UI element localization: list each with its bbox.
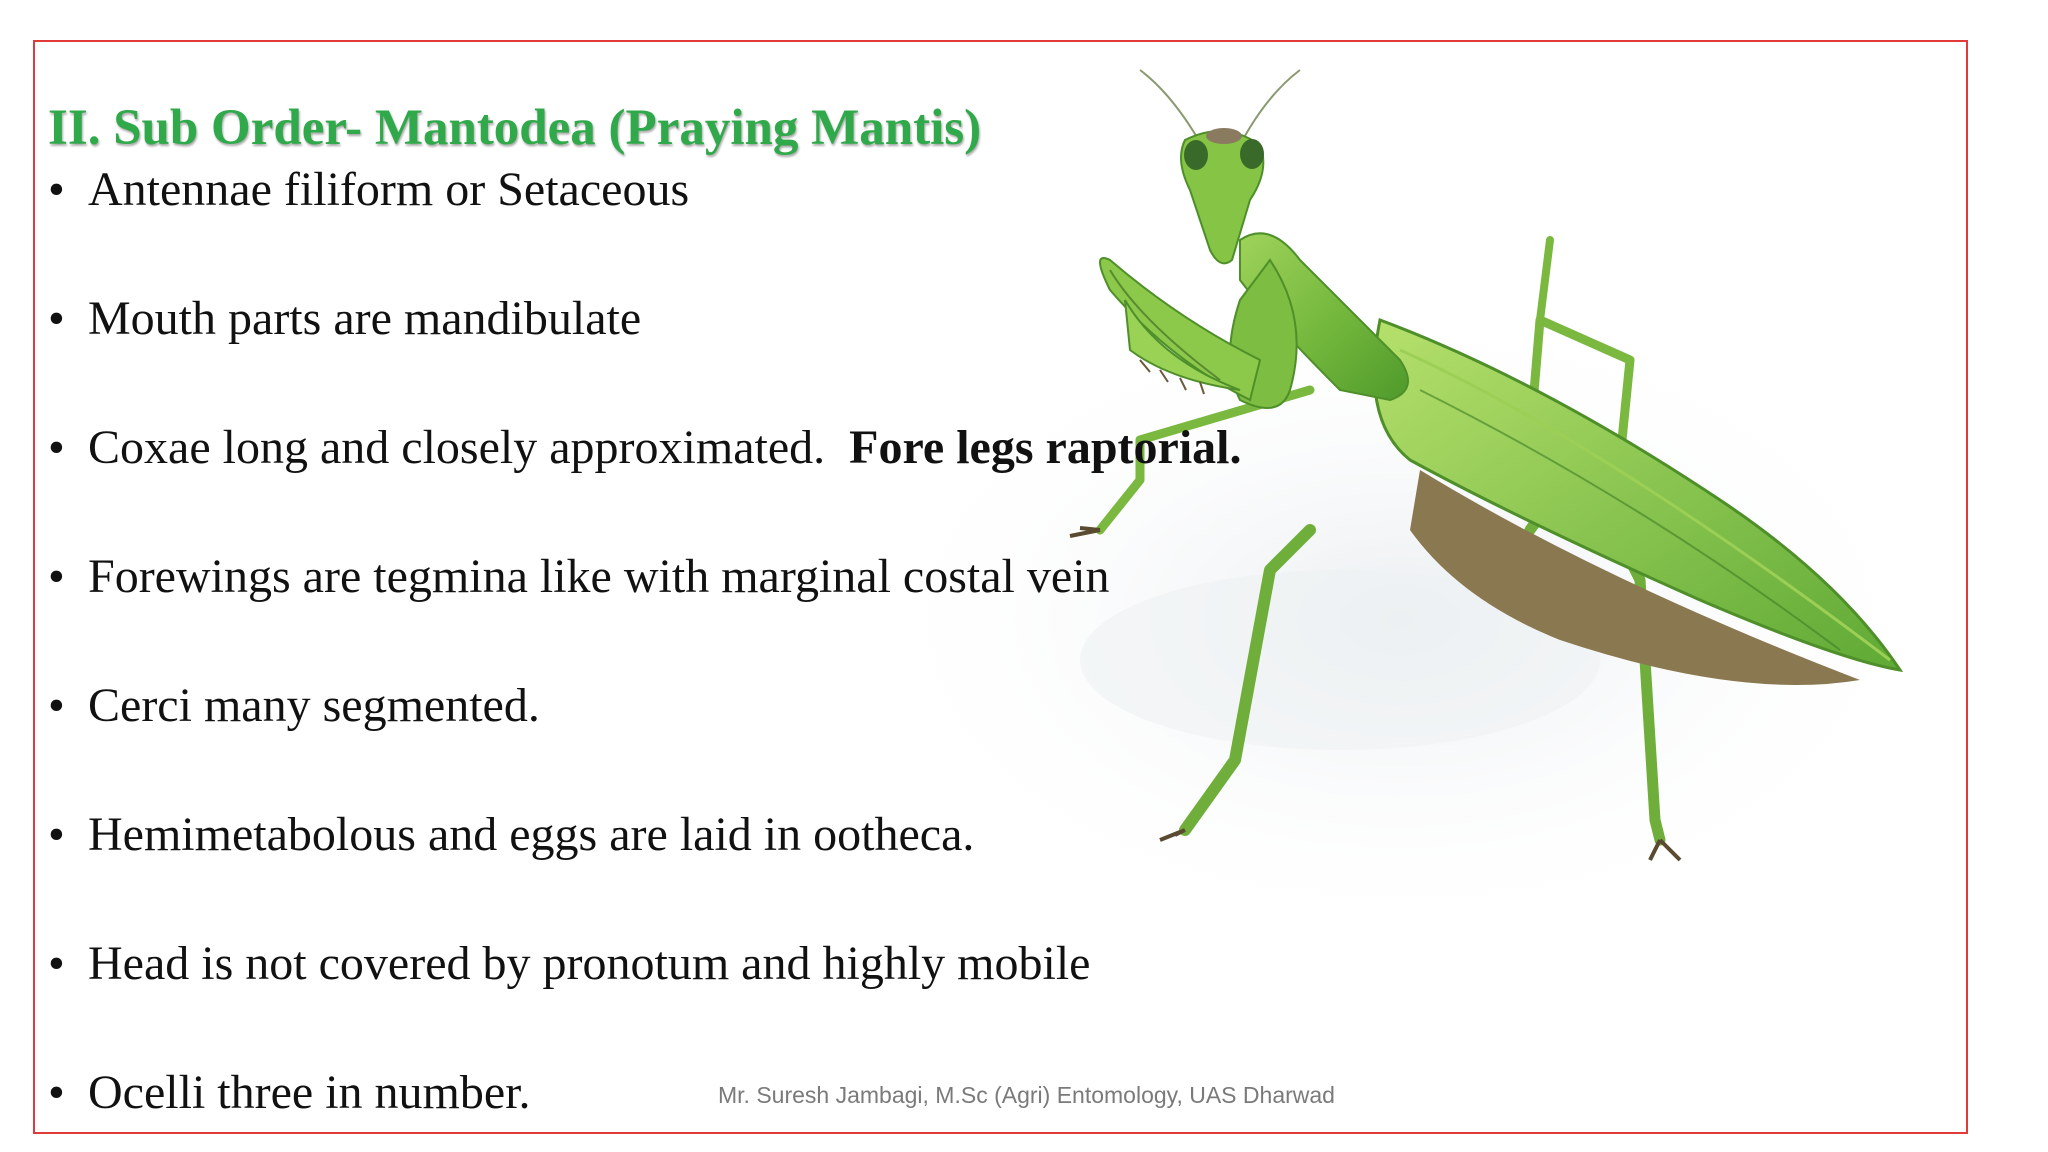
bullet-text: Coxae long and closely approximated. <box>88 421 850 474</box>
bullet-text: Hemimetabolous and eggs are laid in ootheca. <box>88 808 975 861</box>
bullet-text: Ocelli three in number. <box>88 1066 531 1119</box>
bullet-list <box>48 160 1241 1152</box>
bullet-bold-text: Fore legs raptorial. <box>849 421 1242 474</box>
bullet-text: Forewings are tegmina like with marginal costal vein <box>88 550 1110 603</box>
bullet-item <box>48 289 1241 418</box>
bullet-item <box>48 160 1241 289</box>
bullet-dot: • <box>48 550 65 603</box>
bullet-text: Mouth parts are mandibulate <box>88 292 642 345</box>
bullet-item <box>48 547 1241 676</box>
bullet-text: Head is not covered by pronotum and highly mobile <box>88 937 1091 990</box>
bullet-item <box>48 418 1241 547</box>
bullet-dot: • <box>48 1066 65 1119</box>
slide-title: II. Sub Order- Mantodea (Praying Mantis) <box>48 100 982 156</box>
bullet-item <box>48 934 1241 1063</box>
bullet-item <box>48 676 1241 805</box>
bullet-dot: • <box>48 292 65 345</box>
bullet-dot: • <box>48 679 65 732</box>
bullet-text: Cerci many segmented. <box>88 679 540 732</box>
bullet-dot: • <box>48 163 65 216</box>
footer-credit: Mr. Suresh Jambagi, M.Sc (Agri) Entomology, UAS Dharwad <box>718 1082 1335 1108</box>
bullet-dot: • <box>48 937 65 990</box>
bullet-item <box>48 805 1241 934</box>
bullet-dot: • <box>48 421 65 474</box>
bullet-dot: • <box>48 808 65 861</box>
bullet-text: Antennae filiform or Setaceous <box>88 163 690 216</box>
